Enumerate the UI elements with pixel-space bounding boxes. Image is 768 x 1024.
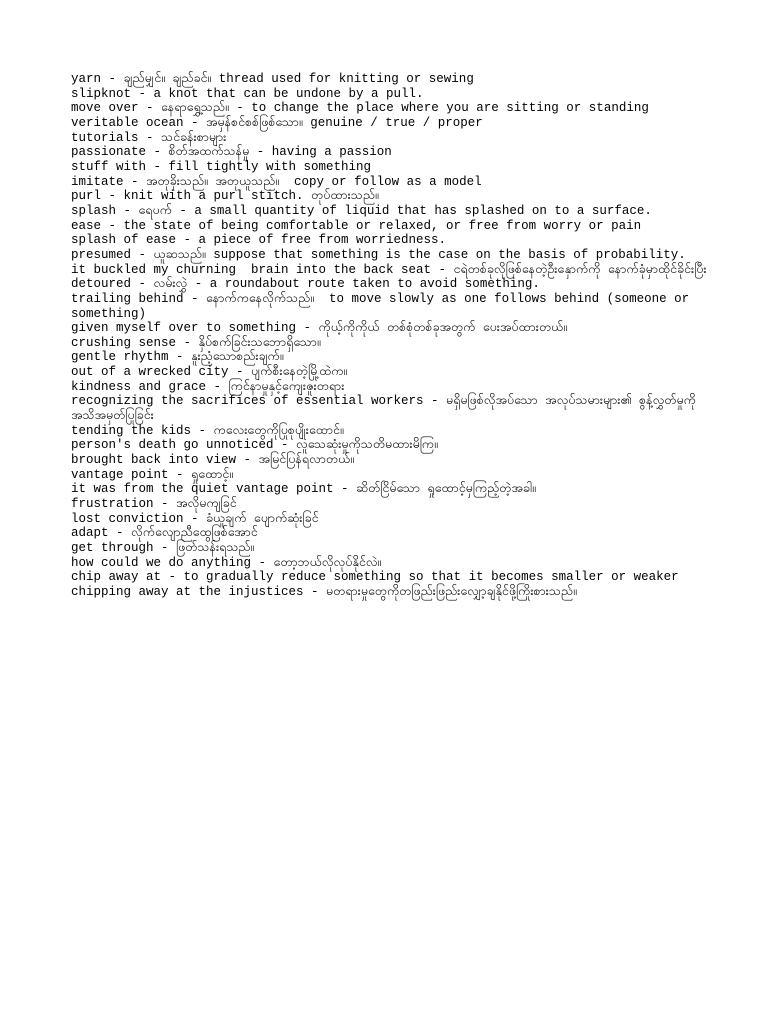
entry-crushing-sense: crushing sense - နှိပ်စက်ခြင်းသဘောရှိသော။ xyxy=(71,335,321,350)
entry-detoured: detoured - လမ်းလွှဲ - a roundabout route taken to avoid something. xyxy=(71,277,540,292)
entry-passionate: passionate - စိတ်အထက်သန်မှု - having a passion xyxy=(71,145,392,160)
vocabulary-notes-document xyxy=(71,72,711,600)
entry-given-myself-over: given myself over to something - ကိုယ့်ကိုကိုယ် တစ်စုံတစ်ခုအတွက် ပေးအပ်ထားတယ်။ xyxy=(71,321,568,336)
entry-death-unnoticed: person's death go unnoticed - လူသေဆုံးမှုကိုသတိမထားမိကြ။ xyxy=(71,438,438,453)
entry-imitate: imitate - အတုခိုးသည်။ အတုယူသည်။ copy or follow as a model xyxy=(71,174,482,189)
entry-frustration: frustration - အလိုမကျခြင် xyxy=(71,497,237,512)
entry-tending-kids: tending the kids - ကလေးတွေကိုပြုစုပျိုးထောင်။ xyxy=(71,423,344,438)
entry-splash-of-ease: splash of ease - a piece of free from worriedness. xyxy=(71,233,447,248)
entry-brought-back: brought back into view - အမြင်ပြန်ရလာတယ်။ xyxy=(71,453,355,468)
entry-how-could-we: how could we do anything - တော့ဘယ်လိုလုပ်နိုင်လဲ။ xyxy=(71,555,382,570)
entry-trailing-behind: trailing behind - နောက်ကနေလိုက်သည်။ to move slowly as one follows behind (someone or something) xyxy=(71,291,697,321)
entry-chip-away: chip away at - to gradually reduce something so that it becomes smaller or weaker xyxy=(71,570,679,585)
entry-lost-conviction: lost conviction - ခံယူချက် ပျောက်ဆုံးခြင် xyxy=(71,511,319,526)
entry-chipping-away-injustices: chipping away at the injustices - မတရားမှုတွေကိုတဖြည်းဖြည်းလျှော့ချနိုင်ဖို့ကြိုးစားသည်။ xyxy=(71,584,577,599)
entry-get-through: get through - ဖြတ်သန်းရသည်။ xyxy=(71,541,255,555)
entry-vantage-point: vantage point - ရှုထောင့်။ xyxy=(71,467,233,482)
entry-buckled-brain: it buckled my churning brain into the back seat - ငရဲတစ်ခုလိုဖြစ်နေတဲ့ဦးနှောက်ကို နောက်ခုံမှာထိုင်ခိုင်းပြီး xyxy=(71,262,707,277)
entry-move-over: move over - နေရာရွှေ့သည်။ - to change the place where you are sitting or standing xyxy=(71,101,649,116)
entry-essential-workers: recognizing the sacrifices of essential workers - မရှိမဖြစ်လိုအပ်သော အလုပ်သမားများ၏ စွန့်လွှတ်မှုကို အသိအမှတ်ပြုခြင်း xyxy=(71,394,704,424)
entry-adapt: adapt - လိုက်လျောညီထွေဖြစ်အောင် xyxy=(71,526,258,541)
entry-purl: purl - knit with a purl stitch. တုပ်ထားသည်။ xyxy=(71,189,379,204)
entry-wrecked-city: out of a wrecked city - ပျက်စီးနေတဲ့မြို့ထဲက။ xyxy=(71,365,348,380)
entry-ease: ease - the state of being comfortable or relaxed, or free from worry or pain xyxy=(71,218,642,233)
entry-tutorials: tutorials - သင်ခန်းစာများ xyxy=(71,130,227,145)
entry-gentle-rhythm: gentle rhythm - နူးညံ့သောစည်းချက်။ xyxy=(71,350,284,365)
entry-splash: splash - ရေပက် - a small quantity of liquid that has splashed on to a surface. xyxy=(71,203,652,218)
entry-kindness-grace: kindness and grace - ကြင်နာမှုနှင့်ကျေးဇူးတရား xyxy=(71,379,345,394)
entry-slipknot: slipknot - a knot that can be undone by a pull. xyxy=(71,86,424,101)
entry-presumed: presumed - ယူဆသည်။ suppose that something is the case on the basis of probability. xyxy=(71,247,686,262)
entry-yarn: yarn - ချည်မျှင်။ ချည်ခင်။ thread used for knitting or sewing xyxy=(71,72,474,86)
entry-stuff-with: stuff with - fill tightly with something xyxy=(71,159,372,174)
entry-quiet-vantage-point: it was from the quiet vantage point - ဆိတ်ငြိမ်သော ရှုထောင့်မှကြည့်တဲ့အခါ။ xyxy=(71,482,536,497)
entry-veritable-ocean: veritable ocean - အမှန်စင်စစ်ဖြစ်သော။ genuine / true / proper xyxy=(71,115,483,130)
